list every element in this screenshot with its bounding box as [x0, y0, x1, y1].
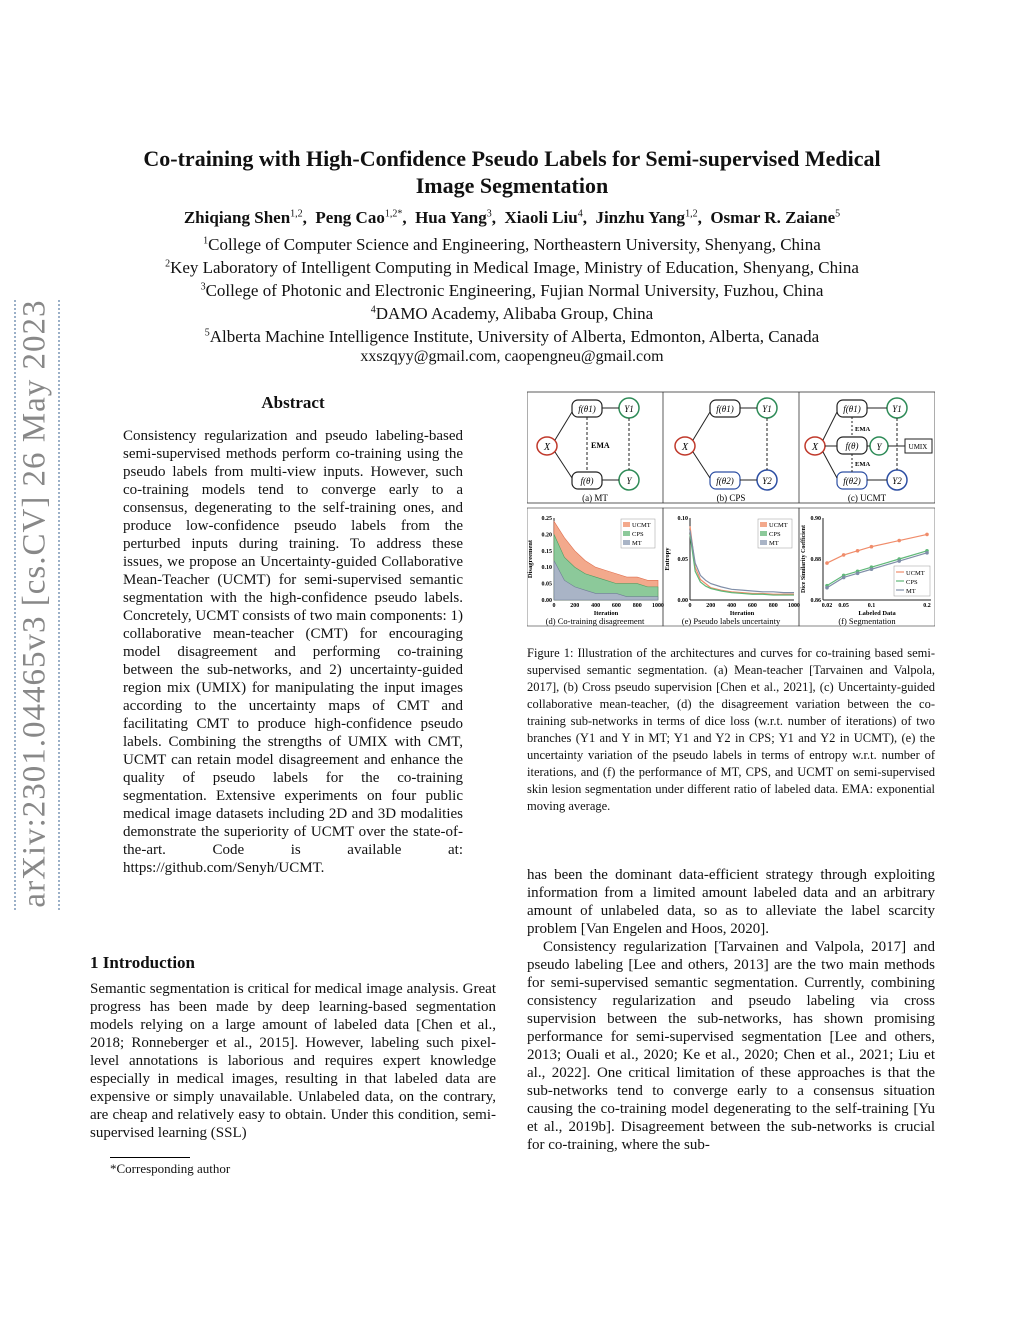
svg-text:f(θ2): f(θ2) [716, 476, 734, 486]
legend-label: CPS [769, 531, 781, 538]
svg-text:X: X [543, 442, 551, 453]
y-tick-label: 0.00 [677, 598, 688, 604]
legend-label: CPS [632, 531, 644, 538]
svg-text:Y1: Y1 [624, 404, 634, 414]
x-tick-label: 200 [570, 603, 580, 609]
y-tick-label: 0.20 [541, 532, 552, 539]
series-line-ucmt [827, 534, 927, 563]
x-tick-label: 0.2 [923, 603, 931, 609]
svg-text:Y2: Y2 [892, 476, 902, 486]
legend-label: UCMT [906, 570, 925, 577]
svg-text:(b) CPS: (b) CPS [716, 493, 746, 503]
figure-caption: Figure 1: Illustration of the architectures and curves for co-training based semi-supervised semantic segmentation. (a) Mean-teacher [Tarvainen and Valpola, 2017], (b) Cross pseudo supervision [Chen et al., 2021], (c) Uncertainty-guided collaborative mean-teacher, (d) the disagreement variation between the co-training sub-networks in terms of dice loss (w.r.t. number of iterations) of two branches (Y1 and Y in MT; Y1 and Y2 in CPS; Y1 and Y2 in UCMT), (e) the uncertainty variation of the pseudo labels in terms of entropy w.r.t. number of iterations, and (f) the performance of MT, CPS, and UCMT on semi-supervised skin lesion segmentation under different ratio of labeled data. EMA: exponential moving average. [527, 646, 935, 813]
x-tick-label: 0.05 [838, 603, 849, 609]
chart-segmentation [799, 508, 935, 626]
y-tick-label: 0.05 [541, 581, 552, 588]
x-tick-label: 0 [688, 603, 692, 609]
data-point [897, 559, 901, 563]
x-tick-label: 1000 [788, 603, 800, 609]
data-point [842, 576, 846, 580]
y-tick-label: 0.88 [810, 557, 821, 563]
affiliation: $^2$Key Laboratory of Intelligent Computing in Medical Image, Ministry of Education, Shenyang, China [165, 258, 859, 277]
diagram-mt [537, 398, 639, 503]
legend-label: MT [769, 540, 779, 547]
title-line-1: Co-training with High-Confidence Pseudo Labels for Semi-supervised Medical [143, 146, 881, 171]
subfigure-label: (d) Co-training disagreement [545, 616, 645, 626]
right-column [527, 866, 935, 1154]
legend-label: MT [906, 588, 916, 595]
section-heading: 1 Introduction [90, 953, 196, 972]
author: Osmar R. Zaiane [710, 208, 836, 227]
data-point [842, 553, 846, 557]
y-axis-label: Dice Similarity Coefficient [801, 525, 807, 593]
data-point [856, 572, 860, 576]
arxiv-id: arXiv:2301.04465v3 [cs.CV] 26 May 2023 [16, 299, 53, 908]
svg-text:UMIX: UMIX [908, 443, 928, 451]
legend-label: MT [632, 540, 642, 547]
svg-text:(a) MT: (a) MT [582, 493, 608, 503]
data-point [925, 533, 929, 537]
data-point [825, 586, 829, 590]
data-point [870, 567, 874, 571]
svg-text:EMA: EMA [855, 461, 871, 468]
svg-text:Y1: Y1 [762, 404, 772, 414]
x-tick-label: 800 [632, 603, 642, 609]
x-tick-label: 0.1 [867, 603, 876, 609]
author-list: Zhiqiang Shen$^{1,2}$, Peng Cao$^{1,2*}$, Hua Yang$^3$, Xiaoli Liu$^4$, Jinzhu Yang$^{1,2}$, Osmar R. Zaiane$^5$ [183, 208, 841, 227]
affiliation: $^1$College of Computer Science and Engineering, Northeastern University, Shenyang, China [203, 235, 821, 254]
chart-disagreement [527, 508, 664, 626]
y-axis-label: Entropy [664, 547, 671, 571]
x-axis-label: Labeled Data [858, 610, 896, 617]
author: Jinzhu Yang [595, 208, 686, 227]
affiliation: $^5$Alberta Machine Intelligence Institute, University of Alberta, Edmonton, Alberta, Canada [204, 327, 820, 346]
svg-text:f(θ1): f(θ1) [578, 404, 596, 414]
diagram-ucmt [805, 398, 932, 503]
x-tick-label: 0.02 [821, 603, 833, 609]
data-point [925, 551, 929, 555]
footnote-rule [110, 1157, 190, 1158]
y-tick-label: 0.00 [541, 598, 552, 604]
data-point [870, 545, 874, 549]
y-tick-label: 0.10 [677, 516, 688, 522]
intro-paragraph: Semantic segmentation is critical for medical image analysis. Great progress has been made by deep learning-based segmentation models relying on a large amount of labeled data [Chen et al., 2018; Ronneberger et al., 2015]. However, labeling such pixel-level annotations is laborious and requires expert knowledge especially in medical images, resulting in that labeled data are expensive or simply unavailable. Unlabeled data, on the contrary, are cheap and relatively easy to obtain. Under this condition, semi-supervised learning (SSL) [90, 981, 496, 1141]
abstract-heading: Abstract [261, 393, 325, 412]
abstract-text: Consistency regularization and pseudo labeling-based semi-supervised methods perform co-training using the pseudo labels from multi-view inputs. However, such co-training models tend to converge early to a consensus, degenerating to the self-training ones, and produce low-confidence pseudo labels from the perturbed inputs during training. To address these issues, we propose an Uncertainty-guided Collaborative Mean-Teacher (UCMT) for semi-supervised semantic segmentation with the high-confidence pseudo labels. Concretely, UCMT consists of two main components: 1) collaborative mean-teacher (CMT) for encouraging model disagreement and performing co-training between the sub-networks, and 2) uncertainty-guided region mix (UMIX) for manipulating the input images according to the uncertainty maps of CMT and facilitating CMT to produce high-confidence pseudo labels. Combining the strengths of UMIX with CMT, UCMT can retain model disagreement and enhance the quality of pseudo labels for the co-training segmentation. Extensive experiments on four public medical image datasets including 2D and 3D modalities demonstrate the superiority of UCMT over the state-of-the-art. Code is available at: https://github.com/Senyh/UCMT. [123, 428, 463, 876]
data-point [897, 539, 901, 543]
x-axis-label: Iteration [729, 610, 755, 617]
svg-text:f(θ1): f(θ1) [716, 404, 734, 414]
x-tick-label: 0 [552, 603, 556, 609]
affiliation: $^3$College of Photonic and Electronic Engineering, Fujian Normal University, Fuzhou, China [200, 281, 824, 300]
svg-text:f(θ): f(θ) [845, 441, 859, 451]
svg-text:Y: Y [626, 476, 632, 486]
author: Hua Yang [415, 208, 487, 227]
legend-label: UCMT [632, 522, 651, 529]
affiliation: $^4$DAMO Academy, Alibaba Group, China [370, 304, 654, 323]
x-tick-label: 1000 [652, 603, 664, 609]
svg-text:f(θ2): f(θ2) [843, 476, 861, 486]
diagram-cps [675, 398, 777, 503]
svg-text:X: X [681, 442, 689, 453]
subfigure-label: (e) Pseudo labels uncertainty [681, 616, 781, 626]
svg-text:EMA: EMA [591, 441, 610, 450]
legend-label: UCMT [769, 522, 788, 529]
x-tick-label: 200 [706, 603, 716, 609]
data-point [825, 561, 829, 565]
svg-text:(c) UCMT: (c) UCMT [847, 493, 887, 503]
svg-text:X: X [811, 442, 819, 453]
x-tick-label: 400 [591, 603, 601, 609]
x-tick-label: 800 [768, 603, 778, 609]
y-tick-label: 0.25 [541, 516, 552, 522]
y-tick-label: 0.90 [810, 516, 821, 522]
data-point [856, 549, 860, 553]
y-tick-label: 0.15 [541, 548, 552, 555]
author-emails: xxszqyy@gmail.com, caopengneu@gmail.com [360, 348, 664, 365]
author: Xiaoli Liu [504, 208, 578, 227]
y-tick-label: 0.05 [677, 557, 688, 563]
svg-text:Y2: Y2 [762, 476, 772, 486]
x-tick-label: 400 [727, 603, 737, 609]
paragraph: Consistency regularization [Tarvainen and Valpola, 2017] and pseudo labeling [Lee and others, 2013] are the two main methods for semi-supervised semantic segmentation. Currently, combining consistency regularization and pseudo labeling via cross supervision between the sub-networks, has shown promising performance for semi-supervised segmentation [Lee and others, 2013; Ouali et al., 2020; Ke et al., 2020; Chen et al., 2021; Liu et al., 2022]. One critical limitation of these approaches is that the sub-networks tend to converge early to a consensus situation causing the co-training model degenerating to the self-training [Yu et al., 2019b]. Disagreement between the sub-networks is crucial for co-training, where the sub- [527, 939, 935, 1153]
svg-text:f(θ1): f(θ1) [843, 404, 861, 414]
author: Zhiqiang Shen [183, 208, 291, 227]
svg-text:Y1: Y1 [892, 404, 902, 414]
svg-text:f(θ): f(θ) [580, 476, 594, 486]
x-tick-label: 600 [611, 603, 621, 609]
title-line-2: Image Segmentation [415, 173, 609, 198]
x-tick-label: 600 [747, 603, 757, 609]
figure-1 [527, 390, 935, 630]
paragraph: has been the dominant data-efficient strategy through exploiting information from a limited amount labeled data and an arbitrary amount of unlabeled data, so as to alleviate the label scarcity problem [Van Engelen and Hoos, 2020]. [527, 867, 935, 937]
y-tick-label: 0.10 [541, 565, 552, 572]
svg-text:EMA: EMA [855, 426, 871, 433]
legend-label: CPS [906, 579, 918, 586]
subfigure-label: (f) Segmentation [838, 616, 896, 626]
paper-title [60, 145, 964, 199]
svg-text:Y: Y [876, 442, 882, 452]
chart-uncertainty [663, 508, 800, 626]
author: Peng Cao [315, 208, 385, 227]
footnote: *Corresponding author [110, 1161, 231, 1176]
x-axis-label: Iteration [593, 610, 619, 617]
y-axis-label: Disagreement [527, 539, 534, 579]
y-tick-label: 0.86 [810, 598, 821, 604]
